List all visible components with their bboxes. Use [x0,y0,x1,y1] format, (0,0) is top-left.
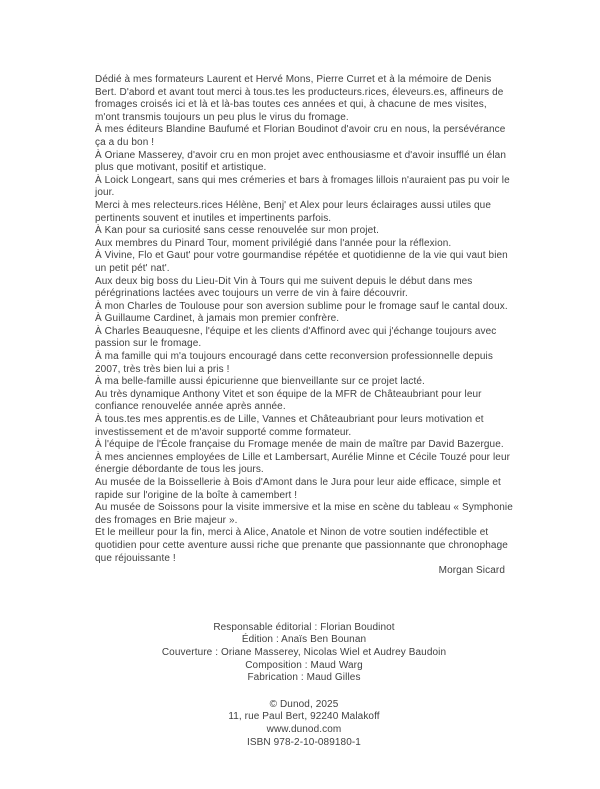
acknowledgment-paragraph: Merci à mes relecteurs.rices Hélène, Benj' et Alex pour leurs éclairages aussi utiles que pertinents souvent et inutiles et impertinents parfois. [95,199,491,224]
acknowledgment-paragraph: À mes anciennes employées de Lille et Lambersart, Aurélie Minne et Cécile Touzé pour leur énergie débordante de tous les jours. [95,451,511,476]
acknowledgment-paragraph: Au musée de Soissons pour la visite immersive et la mise en scène du tableau « Symphonie des fromages en Brie majeur ». [95,502,513,526]
acknowledgment-paragraph: Au musée de la Boissellerie à Bois d'Amont dans le Jura pour leur aide efficace, simple et rapide sur l'origine de la boîte à camembert ! [95,477,501,501]
publisher-line: www.dunod.com [266,723,342,735]
acknowledgment-paragraph: À ma famille qui m'a toujours encouragé dans cette reconversion professionnelle depuis 2007, très très bien lui a pris ! [95,351,493,375]
publisher-line: © Dunod, 2025 [269,698,339,710]
acknowledgments-section [95,74,513,749]
acknowledgment-paragraph: À Guillaume Cardinet, à jamais mon premier confrère. [95,313,340,325]
publisher-info [95,699,513,749]
acknowledgment-paragraph: Aux membres du Pinard Tour, moment privilégié dans l'année pour la réflexion. [95,237,452,249]
acknowledgment-paragraph: À mes éditeurs Blandine Baufumé et Florian Boudinot d'avoir cru en nous, la persévérance ça a du bon ! [95,124,506,148]
acknowledgment-paragraph: À Charles Beauquesne, l'équipe et les clients d'Affinord avec qui j'échange toujours avec passion sur le fromage. [95,325,497,350]
acknowledgment-paragraph: À tous.tes mes apprentis.es de Lille, Vannes et Châteaubriant pour leurs motivation et investissement et de m'avoir supporté comme formateur. [95,414,484,438]
acknowledgment-paragraph: À Oriane Masserey, d'avoir cru en mon projet avec enthousiasme et d'avoir insufflé un élan plus que motivant, positif et artistique. [95,149,506,174]
publisher-line: 11, rue Paul Bert, 92240 Malakoff [228,711,380,723]
credit-line: Responsable éditorial : Florian Boudinot [213,621,395,633]
credit-line: Couverture : Oriane Masserey, Nicolas Wiel et Audrey Baudoin [161,646,447,658]
credit-line: Édition : Anaïs Ben Bounan [241,634,367,646]
acknowledgment-paragraph: À l'équipe de l'École française du Fromage menée de main de maître par David Bazergue. [95,439,504,451]
acknowledgments-text [95,74,513,565]
author-signature: Morgan Sicard [438,565,505,577]
acknowledgment-paragraph: À ma belle-famille aussi épicurienne que bienveillante sur ce projet lacté. [95,376,425,388]
credit-line: Fabrication : Maud Gilles [247,672,361,684]
publisher-line: ISBN 978-2-10-089180-1 [247,736,361,748]
acknowledgment-paragraph: À mon Charles de Toulouse pour son aversion sublime pour le fromage sauf le cantal doux. [95,300,508,312]
acknowledgment-paragraph: À Vivine, Flo et Gaut' pour votre gourmandise répétée et quotidienne de la vie qui vaut bien un petit pét' nat'. [95,250,508,274]
acknowledgment-paragraph: À Kan pour sa curiosité sans cesse renouvelée sur mon projet. [95,225,380,237]
acknowledgment-paragraph: Dédié à mes formateurs Laurent et Hervé Mons, Pierre Curret et à la mémoire de Denis Bert. D'abord et avant tout merci à tous.tes les producteurs.rices, éleveurs.es, affineurs de fromages croisés ici et là et là-bas toutes ces années et qui, à chacune de mes visites, m'ont transmis toujours un peu plus le virus du fromage. [95,74,504,123]
acknowledgment-paragraph: Aux deux big boss du Lieu-Dit Vin à Tours qui me suivent depuis le début dans mes pérégrinations lactées avec toujours un verre de vin à faire découvrir. [95,275,473,300]
acknowledgment-paragraph: Au très dynamique Anthony Vitet et son équipe de la MFR de Châteaubriant pour leur confiance renouvelée année après année. [95,388,482,413]
acknowledgment-paragraph: À Loick Longeart, sans qui mes crémeries et bars à fromages lillois n'auraient pas pu voir le jour. [95,174,510,199]
credit-line: Composition : Maud Warg [245,659,363,671]
colophon-credits [95,622,513,685]
acknowledgment-paragraph: Et le meilleur pour la fin, merci à Alice, Anatole et Ninon de votre soutien indéfectible et quotidien pour cette aventure aussi riche que prenante que passionnante que chronophage que réjouissante ! [95,527,508,564]
